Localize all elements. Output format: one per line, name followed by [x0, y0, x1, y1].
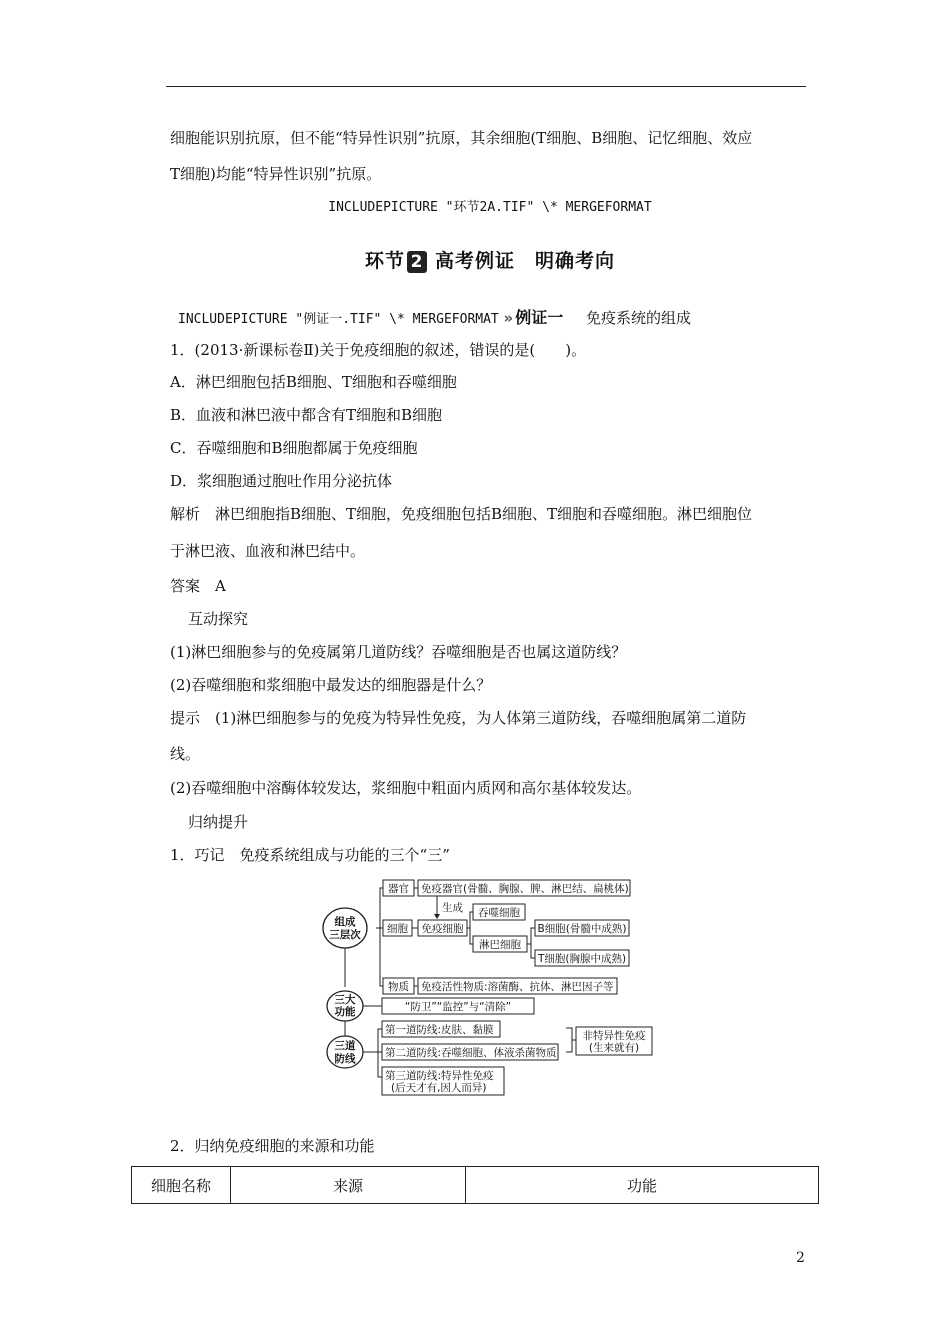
section-prefix: 环节 [364, 250, 405, 272]
header-rule [166, 86, 806, 87]
example-topic: 免疫系统的组成 [586, 309, 692, 327]
label-defense-3b: (后天才有,因人而异) [391, 1082, 487, 1094]
substance-detail: 免疫活性物质:溶菌酶、抗体、淋巴因子等 [421, 981, 614, 993]
explore-title: 互动探究 [188, 610, 249, 628]
explore-q2: (2)吞噬细胞和浆细胞中最发达的细胞器是什么？ [170, 676, 492, 694]
node-function-2: 功能 [334, 1006, 356, 1018]
option-d: D．浆细胞通过胞吐作用分泌抗体 [170, 472, 393, 490]
include-field-1: INCLUDEPICTURE "环节2A.TIF" \* MERGEFORMAT [328, 200, 652, 215]
label-cell: 细胞 [387, 923, 408, 935]
section-title [170, 246, 810, 273]
option-a: A．淋巴细胞包括B细胞、T细胞和吞噬细胞 [170, 373, 457, 391]
question-stem: 1．(2013·新课标卷Ⅱ)关于免疫细胞的叙述，错误的是( )。 [170, 341, 587, 359]
hint-line-3: (2)吞噬细胞中溶酶体较发达，浆细胞中粗面内质网和高尔基体较发达。 [170, 779, 642, 797]
label-generate: 生成 [442, 902, 463, 914]
summary-item-2: 2．归纳免疫细胞的来源和功能 [170, 1137, 375, 1155]
header-function: 功能 [466, 1167, 819, 1204]
label-defense-3a: 第三道防线:特异性免疫 [385, 1070, 494, 1082]
header-source: 来源 [231, 1167, 466, 1204]
option-b: B．血液和淋巴液中都含有T细胞和B细胞 [170, 406, 443, 424]
hint-line-1: 提示 (1)淋巴细胞参与的免疫为特异性免疫，为人体第三道防线，吞噬细胞属第二道防 [170, 709, 747, 727]
include-field-2: INCLUDEPICTURE "例证一.TIF" \* MERGEFORMAT [178, 312, 499, 327]
section-heading: 高考例证 明确考向 [435, 250, 616, 272]
label-substance: 物质 [388, 981, 409, 993]
page-number: 2 [796, 1250, 805, 1266]
summary-item-1: 1．巧记 免疫系统组成与功能的三个“三” [170, 846, 450, 864]
intro-line-1: 细胞能识别抗原，但不能“特异性识别”抗原，其余细胞(T细胞、B细胞、记忆细胞、效应 [170, 129, 753, 147]
label-defense-1: 第一道防线:皮肤、黏膜 [385, 1024, 494, 1036]
double-arrow-icon: » [503, 309, 510, 327]
label-immune-cell: 免疫细胞 [421, 923, 464, 935]
label-organ: 器官 [388, 883, 409, 895]
hint-line-2: 线。 [170, 745, 201, 763]
example-heading [178, 308, 691, 330]
section-number: 2 [407, 251, 427, 273]
table-header-row [132, 1167, 819, 1204]
immune-system-diagram [320, 872, 660, 1098]
node-defense-2: 防线 [334, 1053, 356, 1065]
example-label: 例证一 [515, 308, 564, 327]
node-composition-2: 三层次 [329, 929, 361, 941]
label-b-cell: B细胞(骨髓中成熟) [537, 923, 627, 935]
summary-title: 归纳提升 [188, 813, 249, 831]
immune-cell-table [131, 1166, 819, 1204]
analysis-line-1: 解析 淋巴细胞指B细胞、T细胞，免疫细胞包括B细胞、T细胞和吞噬细胞。淋巴细胞位 [170, 505, 753, 523]
label-defense-2: 第二道防线:吞噬细胞、体液杀菌物质 [385, 1047, 557, 1059]
node-defense-1: 三道 [334, 1040, 356, 1052]
organ-detail: 免疫器官(骨髓、胸腺、脾、淋巴结、扁桃体) [421, 883, 629, 895]
intro-line-2: T细胞)均能“特异性识别”抗原。 [170, 165, 382, 183]
option-c: C．吞噬细胞和B细胞都属于免疫细胞 [170, 439, 418, 457]
explore-q1: (1)淋巴细胞参与的免疫属第几道防线？吞噬细胞是否也属这道防线？ [170, 643, 627, 661]
label-lymphocyte: 淋巴细胞 [479, 939, 521, 951]
label-nonspecific-b: (生来就有) [588, 1042, 640, 1054]
node-function-1: 三大 [334, 994, 356, 1006]
header-cell-name: 细胞名称 [132, 1167, 231, 1204]
label-phagocyte: 吞噬细胞 [478, 907, 520, 919]
node-composition-1: 组成 [334, 916, 356, 928]
label-nonspecific-a: 非特异性免疫 [582, 1030, 646, 1042]
answer: 答案 A [170, 577, 226, 595]
analysis-line-2: 于淋巴液、血液和淋巴结中。 [170, 542, 366, 560]
label-t-cell: T细胞(胸腺中成熟) [537, 953, 627, 965]
label-functions: “防卫”“监控”与“清除” [404, 1001, 512, 1013]
